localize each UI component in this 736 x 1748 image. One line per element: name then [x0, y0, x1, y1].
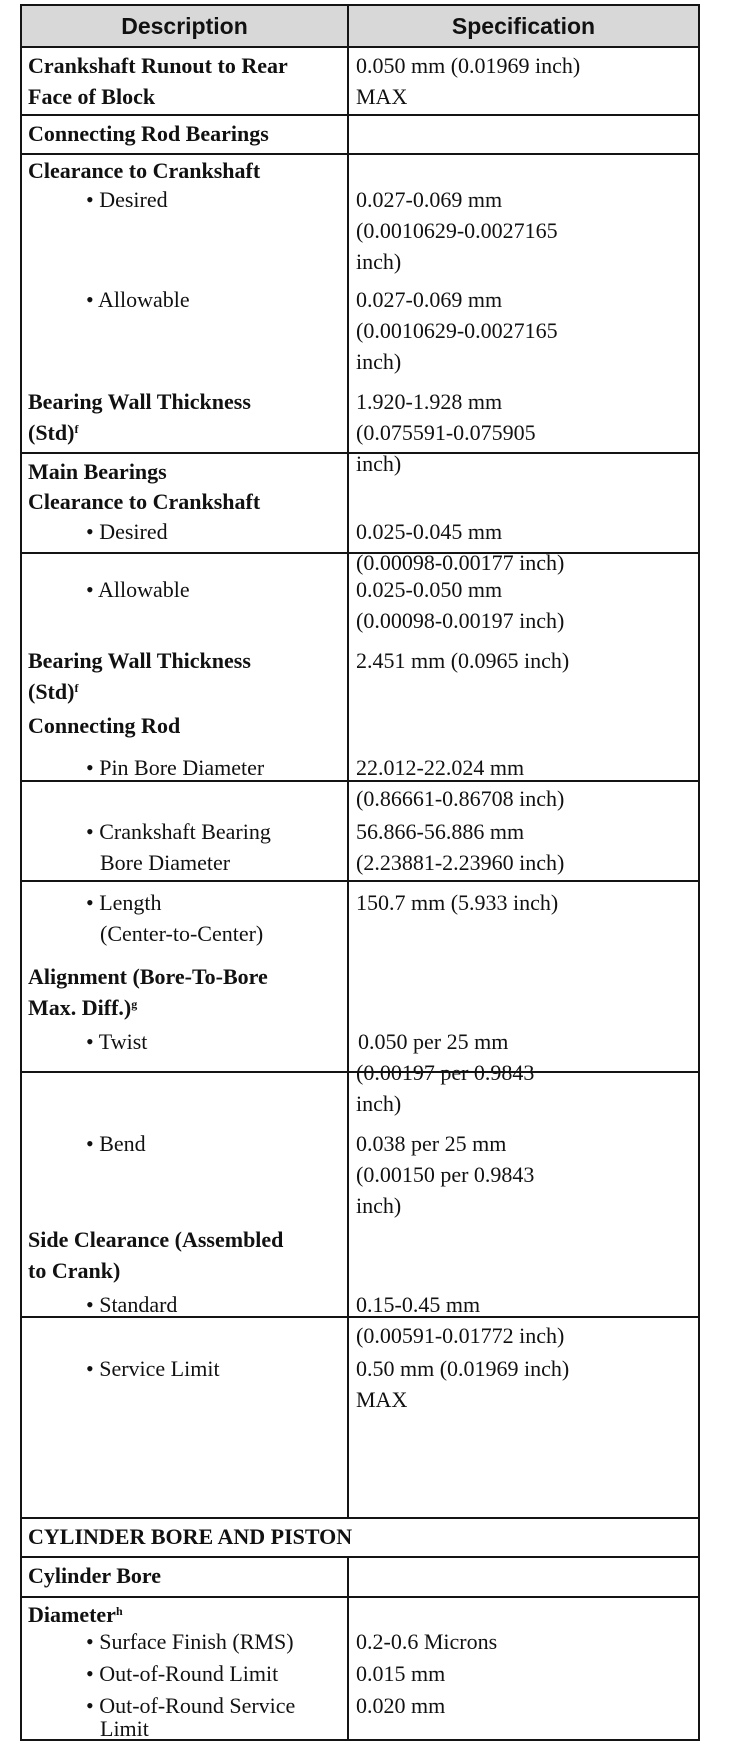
header-specification: Specification	[451, 13, 596, 39]
pin-bore-spec-2: (0.86661-0.86708 inch)	[356, 786, 565, 811]
crankshaft-runout-label-2: Face of Block	[28, 84, 156, 109]
crank-bearing-bore-label: • Crankshaft Bearing	[86, 819, 271, 844]
out-of-round-service-label: • Out-of-Round Service	[86, 1693, 296, 1718]
alignment-label-2: Max. Diff.)$^g$	[28, 995, 138, 1020]
alignment-label: Alignment (Bore-To-Bore	[28, 964, 268, 989]
crank-bearing-bore-label-2: Bore Diameter	[100, 850, 231, 875]
main-desired-label: • Desired	[86, 519, 168, 544]
pin-bore-label: • Pin Bore Diameter	[86, 755, 265, 780]
standard-label: • Standard	[86, 1292, 178, 1317]
bearing-wall-thickness-label: Bearing Wall Thickness	[28, 389, 251, 414]
rule-left	[20, 4, 22, 1741]
desired-spec-2: (0.0010629-0.0027165	[356, 218, 558, 243]
rule-middle-b	[347, 1556, 349, 1741]
out-of-round-service-label-2: Limit	[100, 1716, 149, 1741]
bend-label: • Bend	[86, 1131, 146, 1156]
crankshaft-runout-spec-2: MAX	[356, 84, 408, 109]
footnote-f-2: f	[74, 681, 79, 695]
main-allowable-spec-2: (0.00098-0.00197 inch)	[356, 608, 565, 633]
side-clearance-label-2: to Crank)	[28, 1258, 121, 1283]
crank-bearing-bore-spec: 56.866-56.886 mm	[356, 819, 525, 844]
side-clearance-label: Side Clearance (Assembled	[28, 1227, 284, 1252]
surface-finish-spec: 0.2-0.6 Microns	[356, 1629, 498, 1654]
standard-spec: 0.15-0.45 mm	[356, 1292, 481, 1317]
allowable-spec-3: inch)	[356, 349, 402, 374]
connecting-rod-label: Connecting Rod	[28, 713, 181, 738]
main-desired-spec-2: (0.00098-0.00177 inch)	[356, 550, 565, 575]
rule-row-10	[20, 1556, 700, 1558]
rule-right	[698, 4, 700, 1741]
bearing-wall-thickness-spec-2: (0.075591-0.075905	[356, 420, 536, 445]
length-spec: 150.7 mm (5.933 inch)	[356, 890, 559, 915]
crankshaft-runout-spec: 0.050 mm (0.01969 inch)	[356, 53, 581, 78]
out-of-round-limit-label: • Out-of-Round Limit	[86, 1661, 279, 1686]
bearing-wall-thickness-spec: 1.920-1.928 mm	[356, 389, 503, 414]
bearing-wall-thickness-spec-3: inch)	[356, 451, 402, 476]
main-allowable-label: • Allowable	[86, 577, 190, 602]
desired-spec-3: inch)	[356, 249, 402, 274]
bend-spec: 0.038 per 25 mm	[356, 1131, 507, 1156]
twist-spec-3: inch)	[356, 1091, 402, 1116]
main-bearings-label: Main Bearings	[28, 459, 167, 484]
main-allowable-spec: 0.025-0.050 mm	[356, 577, 503, 602]
bearing-wall-thickness-label-2: (Std)$^f$	[28, 420, 79, 445]
out-of-round-service-spec: 0.020 mm	[356, 1693, 446, 1718]
cylinder-bore-piston-heading: CYLINDER BORE AND PISTON	[28, 1524, 353, 1549]
twist-label: • Twist	[86, 1029, 148, 1054]
crankshaft-runout-label: Crankshaft Runout to Rear	[28, 53, 288, 78]
allowable-spec: 0.027-0.069 mm	[356, 287, 503, 312]
standard-spec-2: (0.00591-0.01772 inch)	[356, 1323, 565, 1348]
cylinder-bore-label: Cylinder Bore	[28, 1563, 162, 1588]
bend-spec-2: (0.00150 per 0.9843	[356, 1162, 535, 1187]
rule-middle-a	[347, 4, 349, 1518]
length-label: • Length	[86, 890, 162, 915]
service-limit-spec: 0.50 mm (0.01969 inch)	[356, 1356, 570, 1381]
service-limit-spec-2: MAX	[356, 1387, 408, 1412]
desired-spec: 0.027-0.069 mm	[356, 187, 503, 212]
main-bearing-wall-thickness-label-2: (Std)$^f$	[28, 679, 79, 704]
footnote-h: h	[115, 1604, 123, 1618]
service-limit-label: • Service Limit	[86, 1356, 220, 1381]
footnote-g: g	[131, 997, 138, 1011]
length-label-2: (Center-to-Center)	[100, 921, 264, 946]
allowable-spec-2: (0.0010629-0.0027165	[356, 318, 558, 343]
crank-bearing-bore-spec-2: (2.23881-2.23960 inch)	[356, 850, 565, 875]
surface-finish-label: • Surface Finish (RMS)	[86, 1629, 294, 1654]
rule-row-6	[20, 880, 700, 882]
twist-spec: 0.050 per 25 mm	[358, 1029, 509, 1054]
twist-spec-2: (0.00197 per 0.9843	[356, 1060, 535, 1085]
main-desired-spec: 0.025-0.045 mm	[356, 519, 503, 544]
rule-row-11	[20, 1596, 700, 1598]
diameter-label: Diameter$^h$	[28, 1602, 123, 1627]
connecting-rod-bearings-label: Connecting Rod Bearings	[28, 121, 269, 146]
main-bearing-wall-thickness-label: Bearing Wall Thickness	[28, 648, 251, 673]
desired-label: • Desired	[86, 187, 168, 212]
main-bearing-wall-thickness-spec: 2.451 mm (0.0965 inch)	[356, 648, 570, 673]
allowable-label: • Allowable	[86, 287, 190, 312]
bend-spec-3: inch)	[356, 1193, 402, 1218]
out-of-round-limit-spec: 0.015 mm	[356, 1661, 446, 1686]
clearance-to-crankshaft-label: Clearance to Crankshaft	[28, 158, 261, 183]
pin-bore-spec: 22.012-22.024 mm	[356, 755, 525, 780]
rule-row-1	[20, 114, 700, 116]
footnote-f: f	[74, 422, 79, 436]
main-clearance-label: Clearance to Crankshaft	[28, 489, 261, 514]
rule-row-9	[20, 1517, 700, 1519]
header-description: Description	[121, 13, 248, 39]
